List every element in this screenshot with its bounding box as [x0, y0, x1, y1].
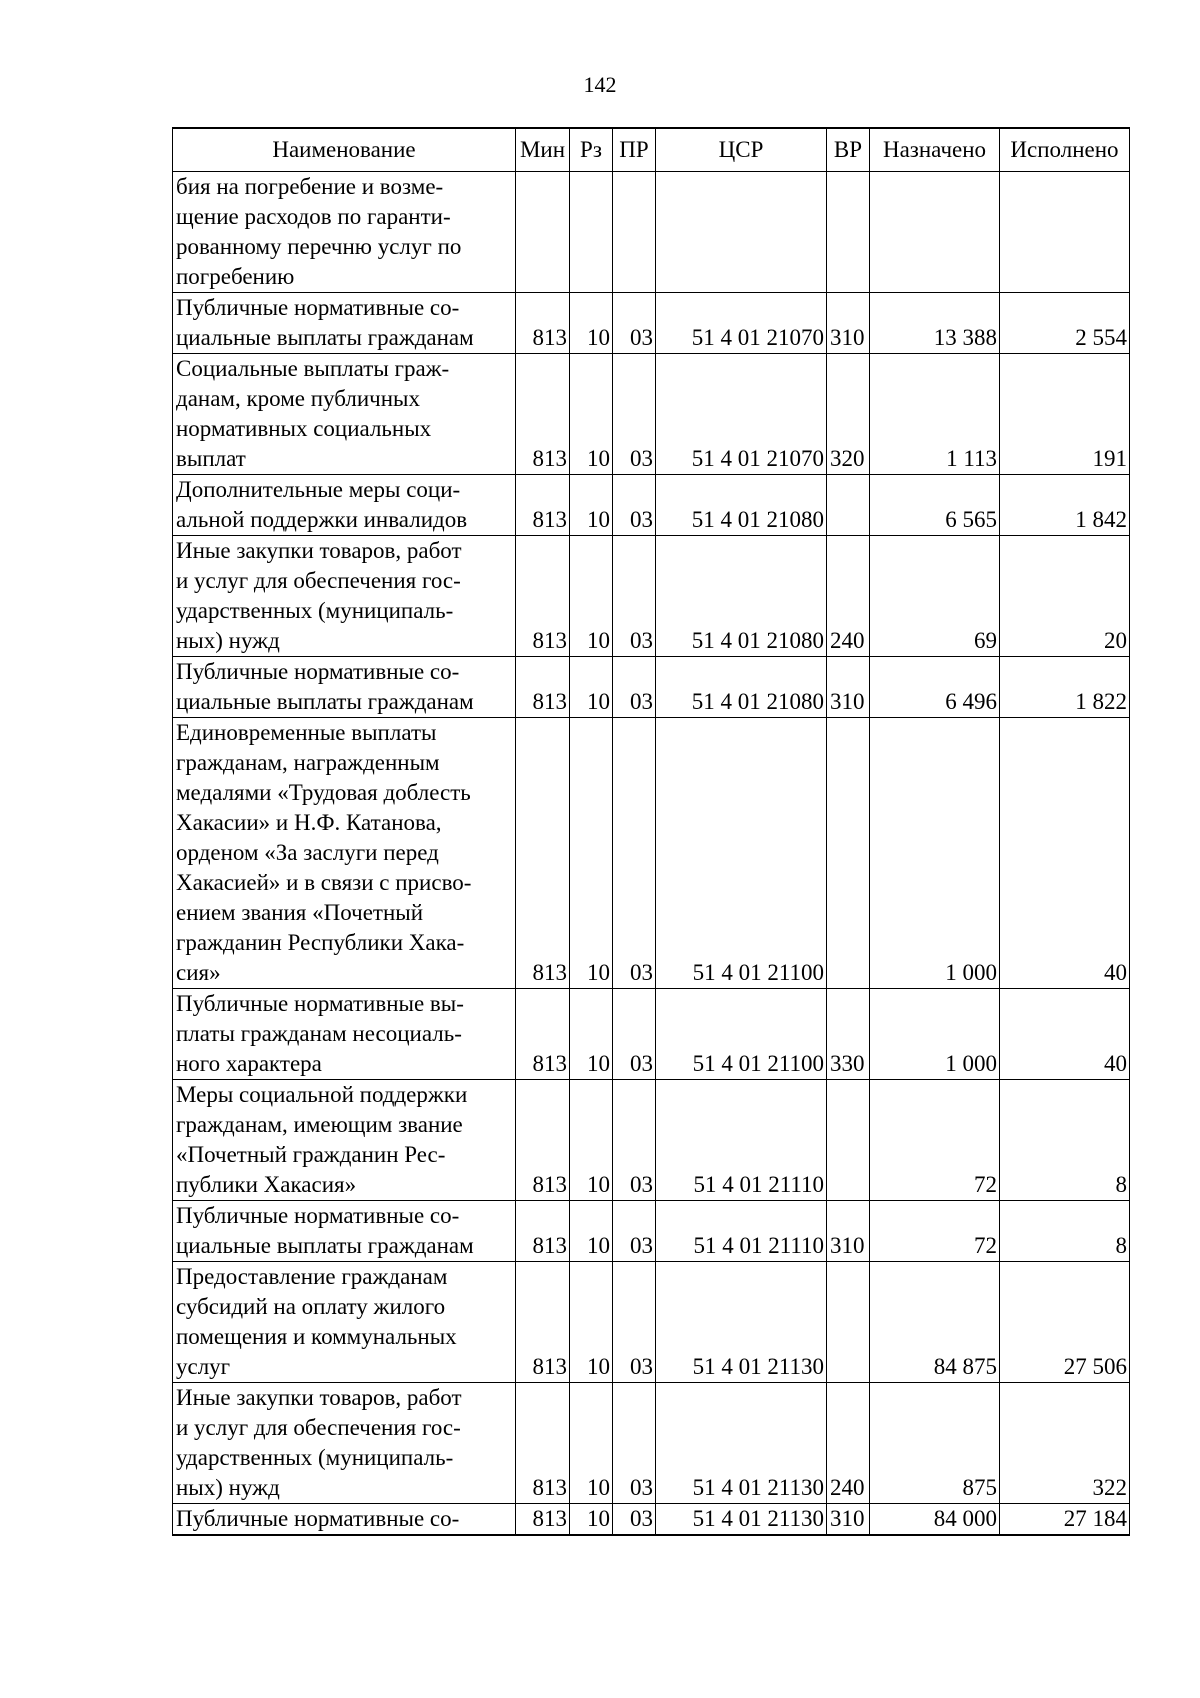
table-row [173, 989, 1130, 1080]
table-row [173, 1383, 1130, 1504]
cell-name: Единовременные выплаты гражданам, награжденным медалями «Трудовая доблесть Хакасии» и Н.Ф. Катанова, орденом «За заслуги перед Хакасией» и в связи с присво- ением звания «Почетный гражданин Республики Хака- сия» [173, 718, 516, 989]
table-row [173, 172, 1130, 293]
cell-csr: 51 4 01 21100 [656, 989, 827, 1080]
column-header-executed: Исполнено [1000, 128, 1130, 172]
cell-executed [1000, 172, 1130, 293]
cell-assigned: 84 875 [870, 1262, 1000, 1383]
cell-pr: 03 [613, 1504, 656, 1536]
cell-assigned: 1 113 [870, 354, 1000, 475]
cell-min: 813 [516, 475, 570, 536]
cell-assigned: 72 [870, 1201, 1000, 1262]
cell-min: 813 [516, 657, 570, 718]
cell-vr [827, 1262, 870, 1383]
cell-vr: 330 [827, 989, 870, 1080]
cell-vr [827, 172, 870, 293]
cell-pr: 03 [613, 354, 656, 475]
cell-name: Дополнительные меры соци- альной поддержки инвалидов [173, 475, 516, 536]
table-header-row [173, 128, 1130, 172]
cell-vr: 320 [827, 354, 870, 475]
cell-min: 813 [516, 1201, 570, 1262]
cell-executed: 2 554 [1000, 293, 1130, 354]
cell-pr [613, 172, 656, 293]
cell-rz [570, 172, 613, 293]
table-row [173, 1262, 1130, 1383]
cell-assigned: 72 [870, 1080, 1000, 1201]
cell-csr: 51 4 01 21100 [656, 718, 827, 989]
cell-name: Социальные выплаты граж- данам, кроме публичных нормативных социальных выплат [173, 354, 516, 475]
cell-rz: 10 [570, 354, 613, 475]
cell-pr: 03 [613, 1383, 656, 1504]
cell-min: 813 [516, 718, 570, 989]
cell-executed: 27 184 [1000, 1504, 1130, 1536]
cell-csr: 51 4 01 21110 [656, 1080, 827, 1201]
cell-assigned: 69 [870, 536, 1000, 657]
cell-min: 813 [516, 989, 570, 1080]
cell-min: 813 [516, 293, 570, 354]
cell-pr: 03 [613, 657, 656, 718]
column-header-vr: ВР [827, 128, 870, 172]
cell-csr: 51 4 01 21070 [656, 354, 827, 475]
cell-name: Публичные нормативные со- циальные выплаты гражданам [173, 1201, 516, 1262]
cell-assigned: 6 565 [870, 475, 1000, 536]
cell-csr: 51 4 01 21130 [656, 1383, 827, 1504]
cell-assigned: 6 496 [870, 657, 1000, 718]
cell-rz: 10 [570, 536, 613, 657]
column-header-min: Мин [516, 128, 570, 172]
cell-rz: 10 [570, 1262, 613, 1383]
cell-pr: 03 [613, 293, 656, 354]
column-header-csr: ЦСР [656, 128, 827, 172]
column-header-rz: Рз [570, 128, 613, 172]
column-header-assigned: Назначено [870, 128, 1000, 172]
cell-pr: 03 [613, 718, 656, 989]
table-row [173, 657, 1130, 718]
cell-pr: 03 [613, 1201, 656, 1262]
cell-executed: 20 [1000, 536, 1130, 657]
cell-assigned [870, 172, 1000, 293]
cell-min: 813 [516, 1080, 570, 1201]
column-header-pr: ПР [613, 128, 656, 172]
cell-min: 813 [516, 1383, 570, 1504]
cell-name: Публичные нормативные вы- платы гражданам несоциаль- ного характера [173, 989, 516, 1080]
cell-executed: 40 [1000, 718, 1130, 989]
cell-pr: 03 [613, 1080, 656, 1201]
cell-min: 813 [516, 1504, 570, 1536]
table-row [173, 475, 1130, 536]
cell-assigned: 1 000 [870, 718, 1000, 989]
cell-assigned: 84 000 [870, 1504, 1000, 1536]
cell-min: 813 [516, 536, 570, 657]
table-row [173, 718, 1130, 989]
cell-csr: 51 4 01 21080 [656, 475, 827, 536]
table-row [173, 536, 1130, 657]
cell-rz: 10 [570, 989, 613, 1080]
cell-executed: 27 506 [1000, 1262, 1130, 1383]
cell-pr: 03 [613, 989, 656, 1080]
cell-assigned: 13 388 [870, 293, 1000, 354]
cell-vr: 310 [827, 1201, 870, 1262]
cell-pr: 03 [613, 475, 656, 536]
cell-name: Иные закупки товаров, работ и услуг для обеспечения гос- ударственных (муниципаль- ных) нужд [173, 536, 516, 657]
cell-name: бия на погребение и возме- щение расходов по гаранти- рованному перечню услуг по погребению [173, 172, 516, 293]
cell-csr: 51 4 01 21130 [656, 1262, 827, 1383]
page-number: 142 [583, 72, 617, 97]
cell-vr [827, 718, 870, 989]
cell-name: Публичные нормативные со- [173, 1504, 516, 1536]
cell-vr: 310 [827, 1504, 870, 1536]
cell-csr [656, 172, 827, 293]
cell-pr: 03 [613, 536, 656, 657]
cell-pr: 03 [613, 1262, 656, 1383]
cell-rz: 10 [570, 1201, 613, 1262]
cell-assigned: 875 [870, 1383, 1000, 1504]
table-row [173, 1201, 1130, 1262]
cell-csr: 51 4 01 21080 [656, 657, 827, 718]
cell-rz: 10 [570, 1504, 613, 1536]
cell-vr [827, 475, 870, 536]
cell-min [516, 172, 570, 293]
cell-csr: 51 4 01 21070 [656, 293, 827, 354]
cell-csr: 51 4 01 21130 [656, 1504, 827, 1536]
cell-rz: 10 [570, 1080, 613, 1201]
cell-executed: 8 [1000, 1201, 1130, 1262]
table-body [173, 172, 1130, 1536]
table-row [173, 1080, 1130, 1201]
column-header-name: Наименование [173, 128, 516, 172]
cell-vr: 310 [827, 293, 870, 354]
cell-executed: 1 842 [1000, 475, 1130, 536]
budget-table [172, 127, 1130, 1536]
cell-name: Публичные нормативные со- циальные выплаты гражданам [173, 293, 516, 354]
cell-name: Иные закупки товаров, работ и услуг для обеспечения гос- ударственных (муниципаль- ных) нужд [173, 1383, 516, 1504]
cell-rz: 10 [570, 1383, 613, 1504]
table-row [173, 354, 1130, 475]
cell-vr: 240 [827, 536, 870, 657]
cell-name: Предоставление гражданам субсидий на оплату жилого помещения и коммунальных услуг [173, 1262, 516, 1383]
cell-rz: 10 [570, 293, 613, 354]
cell-executed: 191 [1000, 354, 1130, 475]
table-row [173, 1504, 1130, 1536]
cell-csr: 51 4 01 21080 [656, 536, 827, 657]
cell-name: Меры социальной поддержки гражданам, имеющим звание «Почетный гражданин Рес- публики Хакасия» [173, 1080, 516, 1201]
cell-assigned: 1 000 [870, 989, 1000, 1080]
cell-csr: 51 4 01 21110 [656, 1201, 827, 1262]
cell-min: 813 [516, 1262, 570, 1383]
cell-name: Публичные нормативные со- циальные выплаты гражданам [173, 657, 516, 718]
cell-executed: 1 822 [1000, 657, 1130, 718]
table-row [173, 293, 1130, 354]
cell-rz: 10 [570, 718, 613, 989]
cell-vr: 240 [827, 1383, 870, 1504]
cell-executed: 8 [1000, 1080, 1130, 1201]
cell-rz: 10 [570, 657, 613, 718]
cell-min: 813 [516, 354, 570, 475]
cell-executed: 322 [1000, 1383, 1130, 1504]
cell-vr [827, 1080, 870, 1201]
cell-rz: 10 [570, 475, 613, 536]
cell-vr: 310 [827, 657, 870, 718]
cell-executed: 40 [1000, 989, 1130, 1080]
